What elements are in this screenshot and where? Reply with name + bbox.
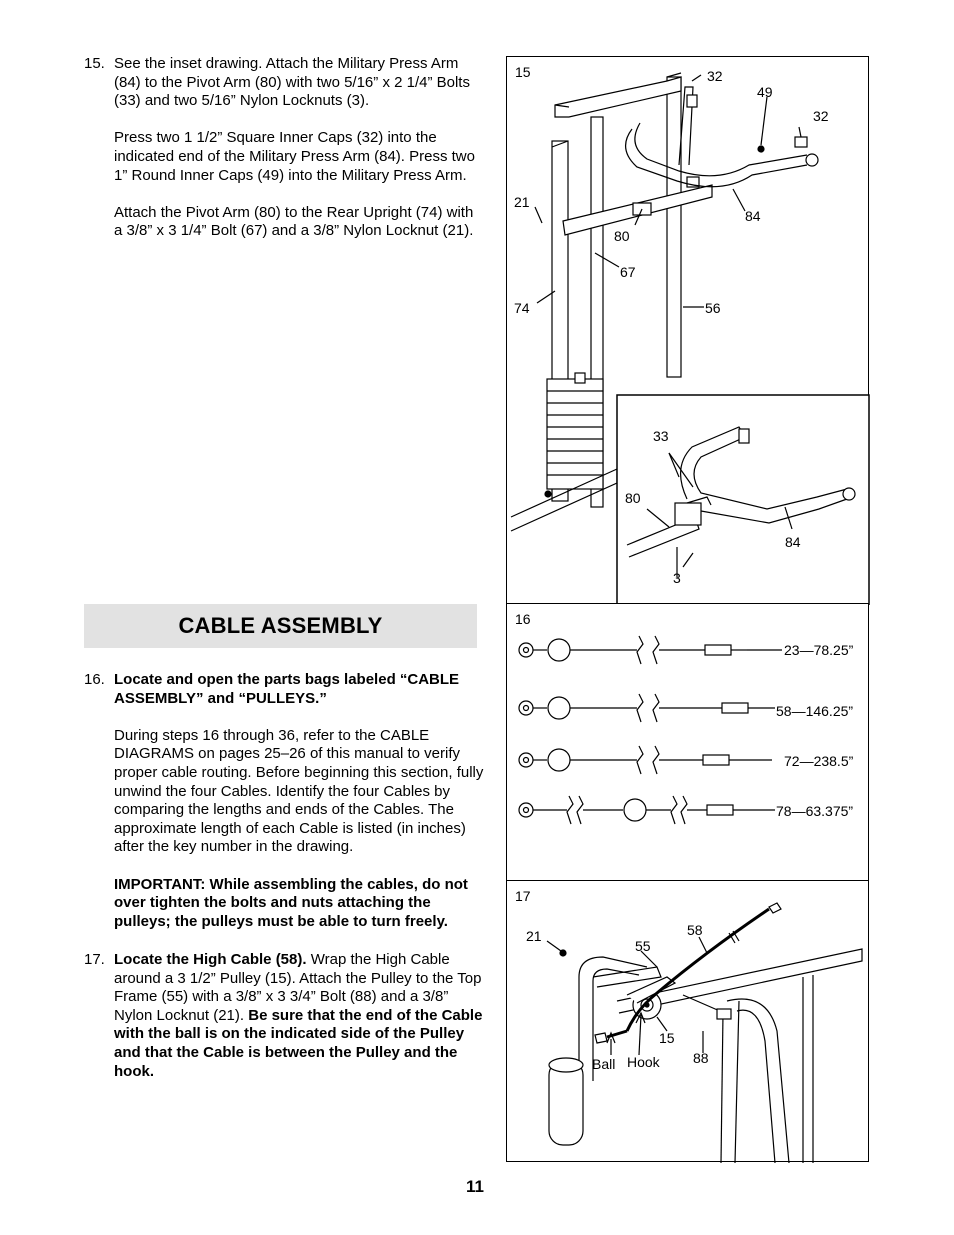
weight-stack [547, 373, 603, 489]
step-17-paragraph [114, 951, 484, 1081]
inset-label-33: 33 [653, 428, 669, 444]
cable-78-label: 78—63.375” [776, 803, 854, 819]
section-title: CABLE ASSEMBLY [178, 613, 383, 638]
step-17 [84, 951, 484, 1081]
inset-label-3: 3 [673, 570, 681, 586]
step-16-bold-text: Locate and open the parts bags labeled “CABLE ASSEMBLY” and “PULLEYS.” [114, 671, 460, 707]
figure-step-16 [506, 603, 869, 881]
step-17-bold-warning: Be sure that the end of the Cable with the ball is on the indicated side of the Pulley and that the Cable is between the Pulley and the hook. [114, 1006, 483, 1080]
label-56: 56 [705, 300, 721, 316]
step-15-paragraph-1: See the inset drawing. Attach the Military Press Arm (84) to the Pivot Arm (80) with two 5/16” x 2 1/4” Bolts (33) and two 5/16” Nylon Locknuts (3). [114, 55, 470, 110]
inset-label-80: 80 [625, 490, 641, 506]
section-banner [84, 604, 477, 648]
label-55: 55 [635, 938, 651, 954]
step-number: 17. [84, 951, 105, 968]
inset-box [617, 395, 869, 605]
figure-step-15 [506, 56, 869, 604]
label-67: 67 [620, 264, 636, 280]
label-15: 15 [659, 1030, 675, 1046]
step-15-paragraph-3: Attach the Pivot Arm (80) to the Rear Upright (74) with a 3/8” x 3 1/4” Bolt (67) and a 3/8” Nylon Locknut (21). [114, 203, 474, 240]
round-cap-49 [758, 146, 764, 152]
square-cap-32 [795, 137, 807, 147]
label-88: 88 [693, 1050, 709, 1066]
cable-72-label: 72—238.5” [784, 753, 854, 769]
top-frame [555, 77, 681, 117]
cable-58 [519, 694, 775, 722]
figure-16-drawing [507, 604, 870, 882]
inset-label-84: 84 [785, 534, 801, 550]
label-84: 84 [745, 208, 761, 224]
figure-step-number: 16 [515, 611, 531, 627]
step-15 [84, 55, 484, 241]
figure-step-17 [506, 880, 869, 1162]
figure-step-number: 17 [515, 888, 531, 904]
step-17-bold-lead: Locate the High Cable (58). [114, 951, 307, 968]
label-32-right: 32 [813, 108, 829, 124]
label-ball: Ball [592, 1056, 616, 1072]
label-hook: Hook [627, 1054, 660, 1070]
cable-23-label: 23—78.25” [784, 642, 854, 658]
page-number: 11 [466, 1177, 484, 1196]
step-16-paragraph-1 [114, 671, 484, 708]
label-21: 21 [514, 194, 530, 210]
cable-23 [519, 636, 782, 664]
step-number: 16. [84, 671, 105, 688]
step-number: 15. [84, 55, 105, 72]
step-15-paragraph-2: Press two 1 1/2” Square Inner Caps (32) into the indicated end of the Military Press Arm (84). Press two 1” Round Inner Caps (49) into the Military Press Arm. [114, 129, 475, 184]
cable-58-label: 58—146.25” [776, 703, 854, 719]
figure-15-drawing [507, 57, 870, 605]
label-21: 21 [526, 928, 542, 944]
pad-handle [549, 1061, 583, 1145]
military-press-arm [626, 129, 807, 187]
figure-step-number: 15 [515, 64, 531, 80]
step-16 [84, 671, 484, 931]
cable-ball-end [595, 1033, 607, 1043]
label-74: 74 [514, 300, 530, 316]
label-80: 80 [614, 228, 630, 244]
label-32-top: 32 [707, 68, 723, 84]
step-16-paragraph-3 [114, 876, 484, 932]
step-16-paragraph-2: During steps 16 through 36, refer to the CABLE DIAGRAMS on pages 25–26 of this manual to verify proper cable routing. Before beginning this section, fully unwind the four Cables. Identify the four Cables by comparing the lengths and ends of the Cables. The approximate length of each Cable is listed (in inches) after the key number in the drawing. [114, 726, 484, 856]
label-58: 58 [687, 922, 703, 938]
label-49: 49 [757, 84, 773, 100]
step-17-text: Wrap the High Cable around a 3 1/2” Pulley (15). Attach the Pulley to the Top Frame (55) with a 3/8” x 3 3/4” Bolt (88) and a 3/8” Nylon Locknut (21). [114, 951, 482, 1024]
figure-17-drawing [507, 881, 870, 1163]
front-upright [667, 77, 681, 377]
cable-78 [519, 796, 775, 824]
cable-72 [519, 746, 772, 774]
step-16-important-note: IMPORTANT: While assembling the cables, do not over tighten the bolts and nuts attaching the pulleys; the pulleys must be able to turn freely. [114, 875, 468, 930]
